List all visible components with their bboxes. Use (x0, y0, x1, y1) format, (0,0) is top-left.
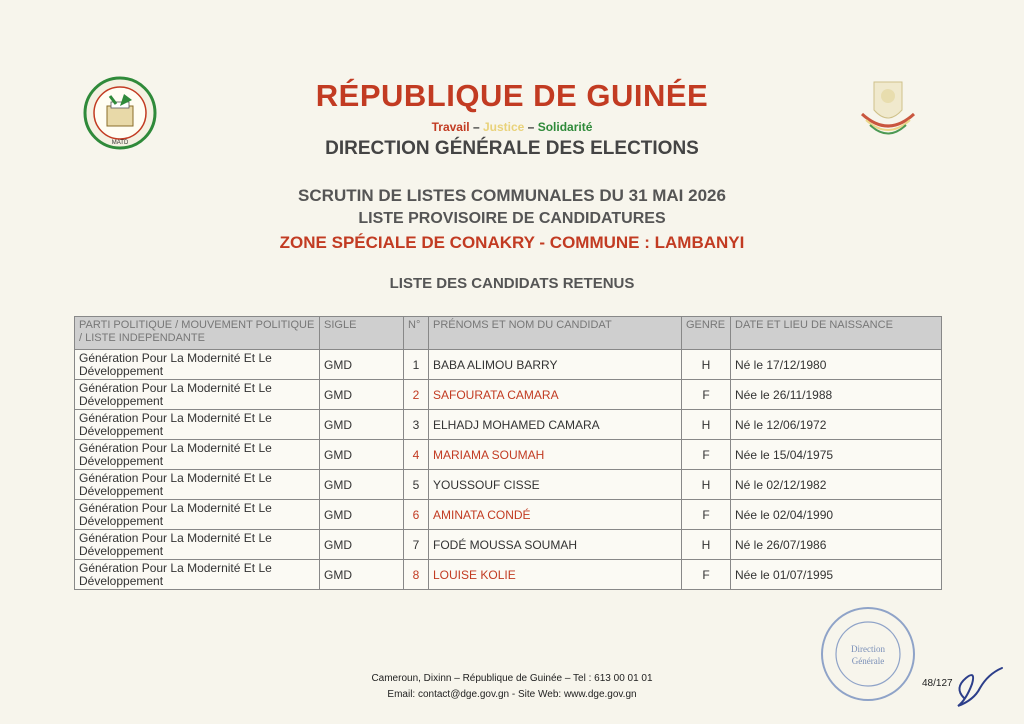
footer-contact: Email: contact@dge.gov.gn - Site Web: www.dge.gov.gn (387, 689, 637, 700)
cell-genre: F (682, 500, 731, 530)
table-row (75, 470, 942, 500)
header-parti: PARTI POLITIQUE / MOUVEMENT POLITIQUE / LISTE INDEPENDANTE (75, 317, 320, 350)
cell-num: 7 (404, 530, 429, 560)
cell-num: 2 (404, 380, 429, 410)
header-date: DATE ET LIEU DE NAISSANCE (731, 317, 942, 350)
cell-name: BABA ALIMOU BARRY (429, 350, 682, 380)
footer-address: Cameroun, Dixinn – République de Guinée – Tel : 613 00 01 01 (371, 673, 653, 684)
cell-num: 3 (404, 410, 429, 440)
country-title: RÉPUBLIQUE DE GUINÉE (315, 78, 709, 113)
cell-parti: Génération Pour La Modernité Et Le Développement (75, 470, 320, 500)
table-row (75, 380, 942, 410)
cell-num: 8 (404, 560, 429, 590)
table-row (75, 500, 942, 530)
cell-name: SAFOURATA CAMARA (429, 380, 682, 410)
zone-title: ZONE SPÉCIALE DE CONAKRY - COMMUNE : LAMBANYI (279, 233, 745, 252)
cell-genre: H (682, 350, 731, 380)
cell-sigle: GMD (320, 470, 404, 500)
list-type-title: LISTE PROVISOIRE DE CANDIDATURES (358, 210, 666, 227)
document-header (0, 78, 1024, 292)
cell-sigle: GMD (320, 440, 404, 470)
cell-date: Née le 02/04/1990 (731, 500, 942, 530)
svg-text:MATD: MATD (111, 140, 129, 146)
cell-sigle: GMD (320, 560, 404, 590)
candidates-table (74, 316, 942, 590)
cell-sigle: GMD (320, 500, 404, 530)
cell-sigle: GMD (320, 530, 404, 560)
table-row (75, 530, 942, 560)
table-row (75, 410, 942, 440)
document-footer (0, 671, 1024, 703)
cell-num: 4 (404, 440, 429, 470)
cell-parti: Génération Pour La Modernité Et Le Développement (75, 440, 320, 470)
cell-date: Née le 01/07/1995 (731, 560, 942, 590)
cell-name: LOUISE KOLIE (429, 560, 682, 590)
institution-title: DIRECTION GÉNÉRALE DES ELECTIONS (325, 138, 699, 159)
cell-parti: Génération Pour La Modernité Et Le Développement (75, 560, 320, 590)
header-num: N° (404, 317, 429, 350)
cell-name: MARIAMA SOUMAH (429, 440, 682, 470)
table-row (75, 440, 942, 470)
cell-parti: Génération Pour La Modernité Et Le Développement (75, 500, 320, 530)
cell-date: Née le 15/04/1975 (731, 440, 942, 470)
svg-text:Générale: Générale (851, 656, 885, 666)
cell-sigle: GMD (320, 350, 404, 380)
cell-num: 5 (404, 470, 429, 500)
cell-genre: F (682, 560, 731, 590)
table-header-row (75, 317, 942, 350)
national-motto: Travail – Justice – Solidarité (431, 120, 593, 134)
cell-num: 6 (404, 500, 429, 530)
cell-name: FODÉ MOUSSA SOUMAH (429, 530, 682, 560)
cell-parti: Génération Pour La Modernité Et Le Développement (75, 350, 320, 380)
cell-parti: Génération Pour La Modernité Et Le Développement (75, 530, 320, 560)
header-sigle: SIGLE (320, 317, 404, 350)
cell-sigle: GMD (320, 380, 404, 410)
election-title: SCRUTIN DE LISTES COMMUNALES DU 31 MAI 2026 (298, 186, 726, 205)
cell-num: 1 (404, 350, 429, 380)
cell-name: ELHADJ MOHAMED CAMARA (429, 410, 682, 440)
cell-parti: Génération Pour La Modernité Et Le Développement (75, 410, 320, 440)
cell-genre: F (682, 440, 731, 470)
table-row (75, 350, 942, 380)
cell-genre: H (682, 410, 731, 440)
cell-genre: H (682, 530, 731, 560)
table-row (75, 560, 942, 590)
cell-date: Né le 02/12/1982 (731, 470, 942, 500)
header-genre: GENRE (682, 317, 731, 350)
cell-date: Né le 12/06/1972 (731, 410, 942, 440)
cell-date: Né le 26/07/1986 (731, 530, 942, 560)
page-number: 48/127 (922, 678, 953, 689)
handwritten-signature-icon (946, 660, 1016, 710)
cell-sigle: GMD (320, 410, 404, 440)
cell-date: Née le 26/11/1988 (731, 380, 942, 410)
cell-name: YOUSSOUF CISSE (429, 470, 682, 500)
svg-text:Direction: Direction (851, 644, 885, 654)
cell-date: Né le 17/12/1980 (731, 350, 942, 380)
cell-genre: H (682, 470, 731, 500)
cell-genre: F (682, 380, 731, 410)
cell-name: AMINATA CONDÉ (429, 500, 682, 530)
cell-parti: Génération Pour La Modernité Et Le Développement (75, 380, 320, 410)
header-name: PRÉNOMS ET NOM DU CANDIDAT (429, 317, 682, 350)
section-title: LISTE DES CANDIDATS RETENUS (389, 275, 635, 292)
